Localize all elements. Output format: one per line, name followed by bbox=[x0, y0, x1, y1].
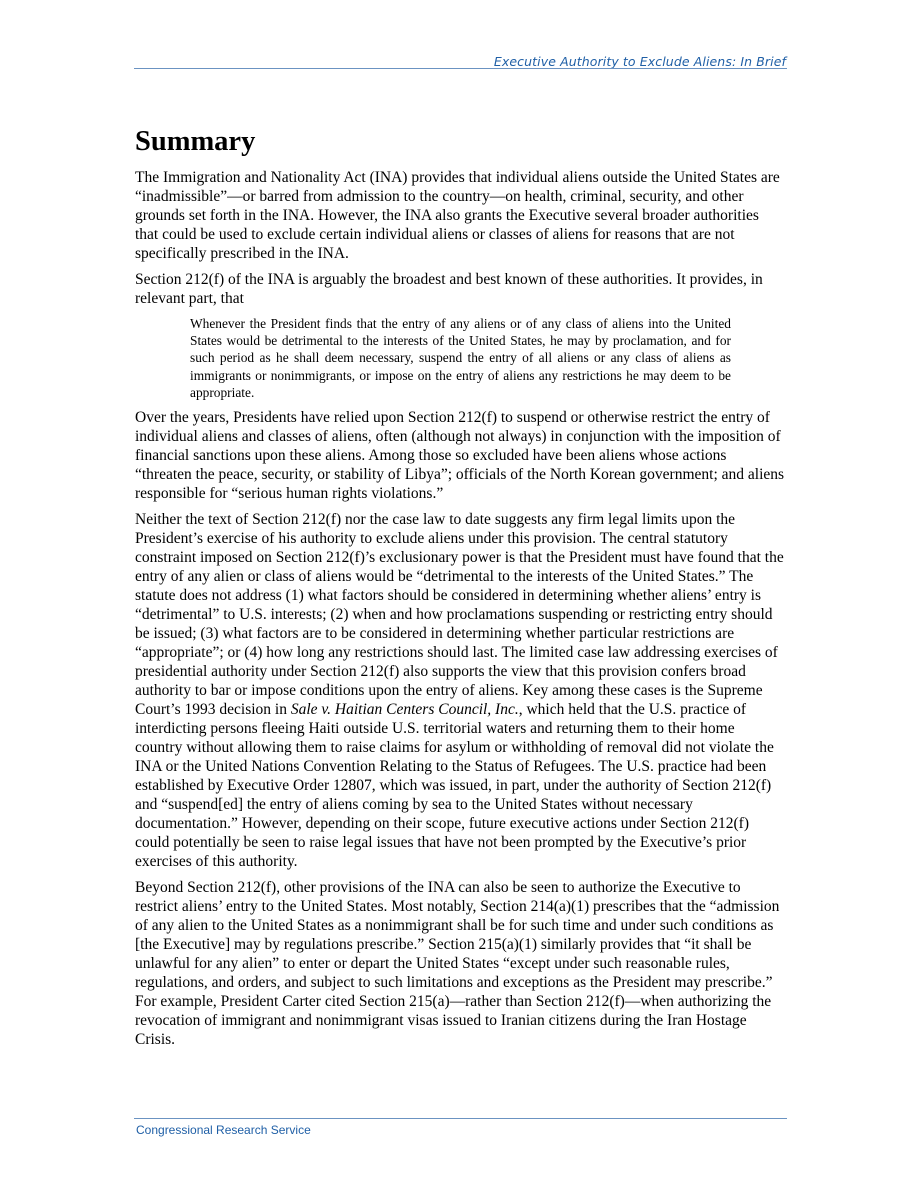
paragraph-intro: The Immigration and Nationality Act (INA) provides that individual aliens outside the United States are “inadmissible”—or barred from admission to the country—on health, criminal, security, and other grounds set forth in the INA. However, the INA also grants the Executive several broader authorities that could be used to exclude certain individual aliens or classes of aliens for reasons that are not specifically prescribed in the INA. bbox=[135, 169, 780, 262]
statute-quotation: Whenever the President finds that the entry of any aliens or of any class of aliens into the United States would be detrimental to the interests of the United States, he may by proclamation, and for such period as he shall deem necessary, suspend the entry of all aliens or any class of aliens as immigrants or nonimmigrants, or impose on the entry of aliens any restrictions he may deem to be appropriate. bbox=[190, 316, 731, 400]
legal-limits-text-1: Neither the text of Section 212(f) nor the case law to date suggests any firm legal limits upon the President’s exercise of his authority to exclude aliens under this provision. The central statutory constraint imposed on Section 212(f)’s exclusionary power is that the President must have found that the entry of any alien or class of aliens would be “detrimental to the interests of the United States.” The statute does not address (1) what factors should be considered in determining whether aliens’ entry is “detrimental” to U.S. interests; (2) when and how proclamations suspending or restricting entry should be issued; (3) what factors are to be considered in determining whether particular restrictions are “appropriate”; or (4) how long any restrictions should last. The limited case law addressing exercises of presidential authority under Section 212(f) also supports the view that this provision confers broad authority to bar or impose conditions upon the entry of aliens. Key among these cases is the Supreme Court’s 1993 decision in bbox=[135, 511, 784, 719]
paragraph-section-212f: Section 212(f) of the INA is arguably the broadest and best known of these authorities. It provides, in relevant part, that bbox=[135, 271, 763, 307]
paragraph-other-provisions: Beyond Section 212(f), other provisions of the INA can also be seen to authorize the Executive to restrict aliens’ entry to the United States. Most notably, Section 214(a)(1) prescribes that the “admission of any alien to the United States as a nonimmigrant shall be for such time and under such conditions as [the Executive] may by regulations prescribe.” Section 215(a)(1) similarly provides that “it shall be unlawful for any alien” to enter or depart the United States “except under such reasonable rules, regulations, and orders, and subject to such limitations and exceptions as the President may prescribe.” For example, President Carter cited Section 215(a)—rather than Section 212(f)—when authorizing the revocation of immigrant and nonimmigrant visas issued to Iranian citizens during the Iran Hostage Crisis. bbox=[135, 879, 780, 1049]
paragraph-presidential-use: Over the years, Presidents have relied upon Section 212(f) to suspend or otherwise restrict the entry of individual aliens and classes of aliens, often (although not always) in conjunction with the imposition of financial sanctions upon these aliens. Among those so excluded have been aliens whose actions “threaten the peace, security, or stability of Libya”; officials of the North Korean government; and aliens responsible for “serious human rights violations.” bbox=[135, 409, 785, 503]
section-title: Summary bbox=[135, 126, 256, 157]
footer-divider bbox=[134, 1118, 787, 1119]
header-divider bbox=[134, 68, 787, 69]
footer-organization: Congressional Research Service bbox=[136, 1123, 311, 1137]
legal-limits-text-2: , which held that the U.S. practice of interdicting persons fleeing Haiti outside U.S. territorial waters and returning them to their home country without allowing them to raise claims for asylum or withholding of removal did not violate the INA or the United Nations Convention Relating to the Status of Refugees. The U.S. practice had been established by Executive Order 12807, which was issued, in part, under the authority of Section 212(f) and “suspend[ed] the entry of aliens coming by sea to the United States without necessary documentation.” However, depending on their scope, future executive actions under Section 212(f) could potentially be seen to raise legal issues that have not been prompted by the Executive’s prior exercises of this authority. bbox=[135, 701, 774, 871]
paragraph-legal-limits bbox=[135, 510, 785, 871]
running-header-title: Executive Authority to Exclude Aliens: In Brief bbox=[493, 54, 786, 69]
summary-section bbox=[135, 124, 785, 1056]
case-citation: Sale v. Haitian Centers Council, Inc. bbox=[290, 701, 519, 719]
